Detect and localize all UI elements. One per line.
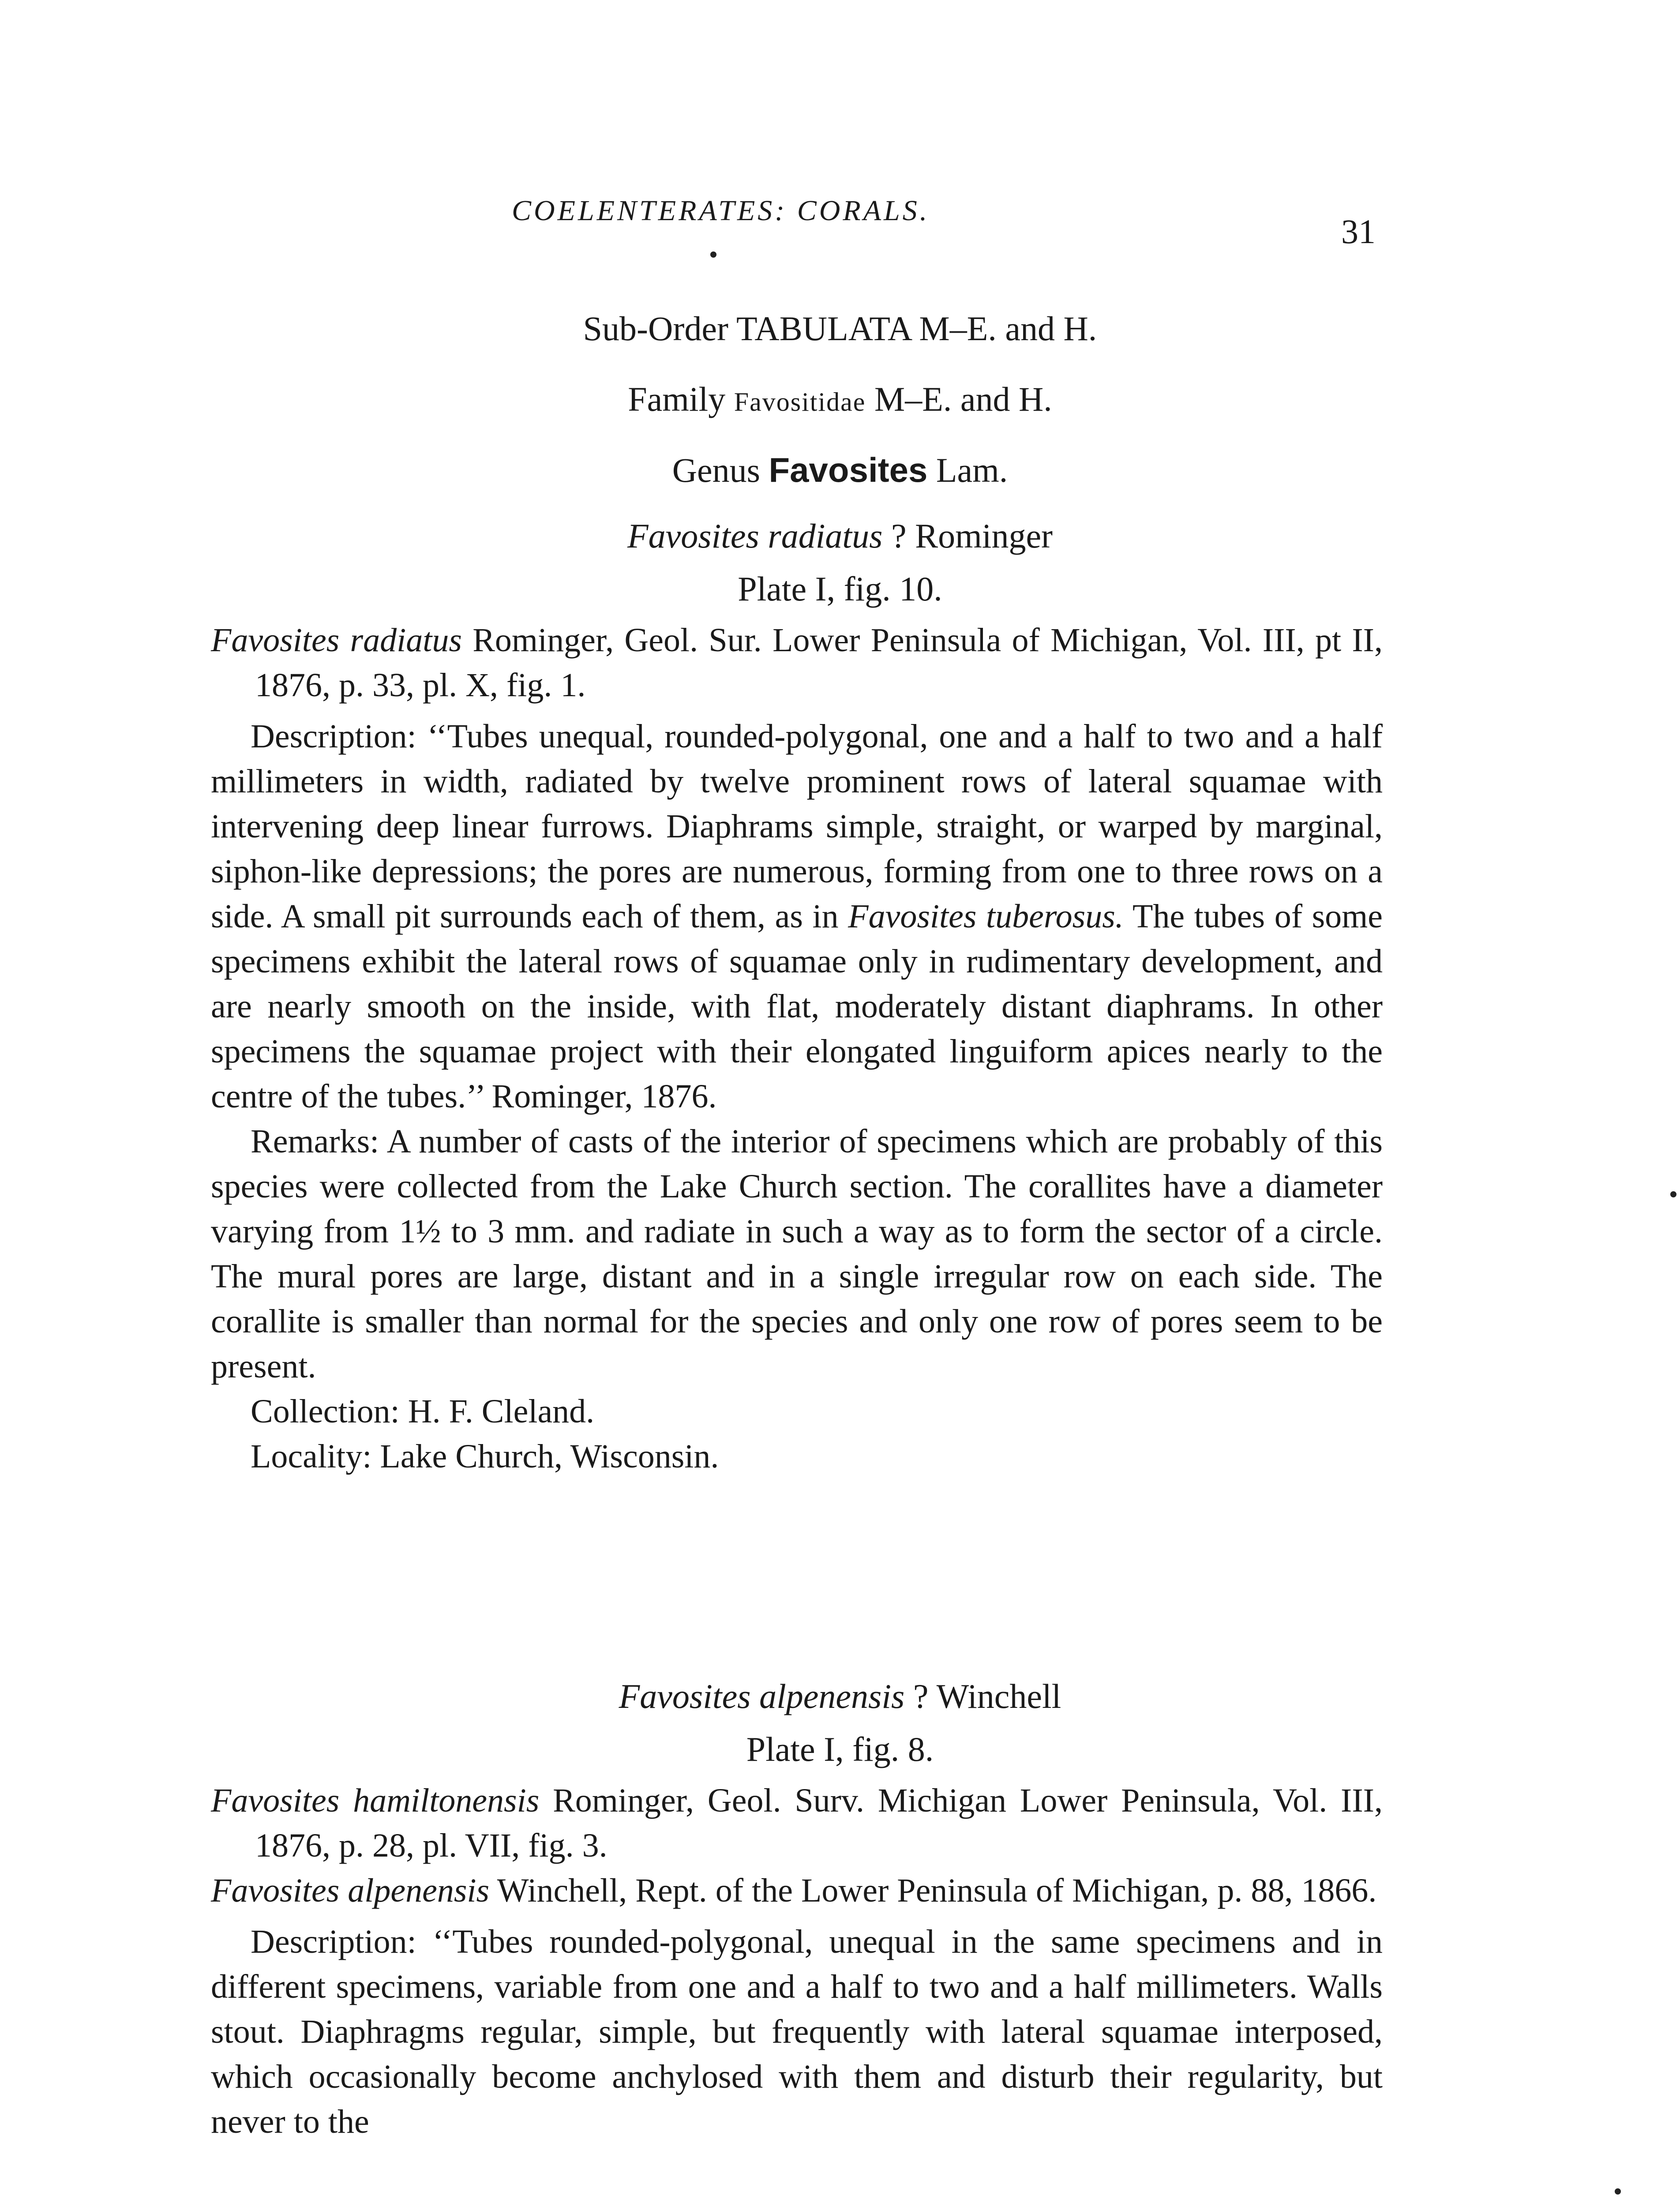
speck-mark xyxy=(710,251,716,258)
species-1-body xyxy=(211,618,1383,1479)
family-heading: Family Favositidae M–E. and H. xyxy=(628,380,1052,418)
speck-mark xyxy=(1670,1191,1676,1197)
speck-mark xyxy=(1615,2188,1621,2195)
genus-heading: Genus Favosites Lam. xyxy=(672,450,1008,489)
plate-reference-2: Plate I, fig. 8. xyxy=(746,1730,934,1768)
remarks-paragraph: Remarks: A number of casts of the interior of specimens which are probably of this species were collected from the Lake Church section. The corallites have a diameter varying from 1½ to 3 mm. and radiate in such a way as to form the sector of a circle. The mural pores are large, distant and in a single irregular row on each side. The corallite is smaller than normal for the species and only one row of pores seem to be present. xyxy=(211,1123,1383,1385)
synonymy-entry: Favosites hamiltonensis Rominger, Geol. Surv. Michigan Lower Peninsula, Vol. III, 1876, p. 28, pl. VII, fig. 3. xyxy=(211,1782,1383,1864)
description-paragraph: Description: ‘‘Tubes rounded-polygonal, unequal in the same specimens and in different specimens, variable from one and a half to two and a half millimeters. Walls stout. Diaphragms regular, simple, but frequently with lateral squamae interposed, which occasionally become anchylosed with them and disturb their regularity, but never to the xyxy=(211,1923,1383,2140)
collection-line: Collection: H. F. Cleland. xyxy=(251,1393,595,1430)
suborder-heading: Sub-Order TABULATA M–E. and H. xyxy=(583,309,1097,348)
synonymy-entry: Favosites radiatus Rominger, Geol. Sur. Lower Peninsula of Michigan, Vol. III, pt II, 1876, p. 33, pl. X, fig. 1. xyxy=(211,622,1383,704)
species-title-1: Favosites radiatus ? Rominger xyxy=(627,517,1053,555)
genus-name: Favosites xyxy=(769,450,928,489)
running-head: COELENTERATES: CORALS. xyxy=(512,195,930,227)
plate-reference-1: Plate I, fig. 10. xyxy=(738,570,942,608)
synonymy-entry: Favosites alpenensis Winchell, Rept. of the Lower Peninsula of Michigan, p. 88, 1866. xyxy=(211,1872,1377,1909)
description-paragraph: Description: ‘‘Tubes unequal, rounded-polygonal, one and a half to two and a half millimeters in width, radiated by twelve prominent rows of lateral squamae with intervening deep linear furrows. Diaphrams simple, straight, or warped by marginal, siphon-like depressions; the pores are numerous, forming from one to three rows on a side. A small pit surrounds each of them, as in Favosites tuberosus. The tubes of some specimens exhibit the lateral rows of squamae only in rudimentary development, and are nearly smooth on the inside, with flat, moderately distant diaphrams. In other specimens the squamae project with their elongated linguiform apices nearly to the centre of the tubes.’’ Rominger, 1876. xyxy=(211,718,1383,1115)
page-number: 31 xyxy=(1341,212,1376,251)
family-name: Favositidae xyxy=(734,387,866,416)
species-title-2: Favosites alpenensis ? Winchell xyxy=(619,1677,1061,1715)
species-2-body xyxy=(211,1778,1383,2144)
locality-line: Locality: Lake Church, Wisconsin. xyxy=(251,1438,719,1475)
